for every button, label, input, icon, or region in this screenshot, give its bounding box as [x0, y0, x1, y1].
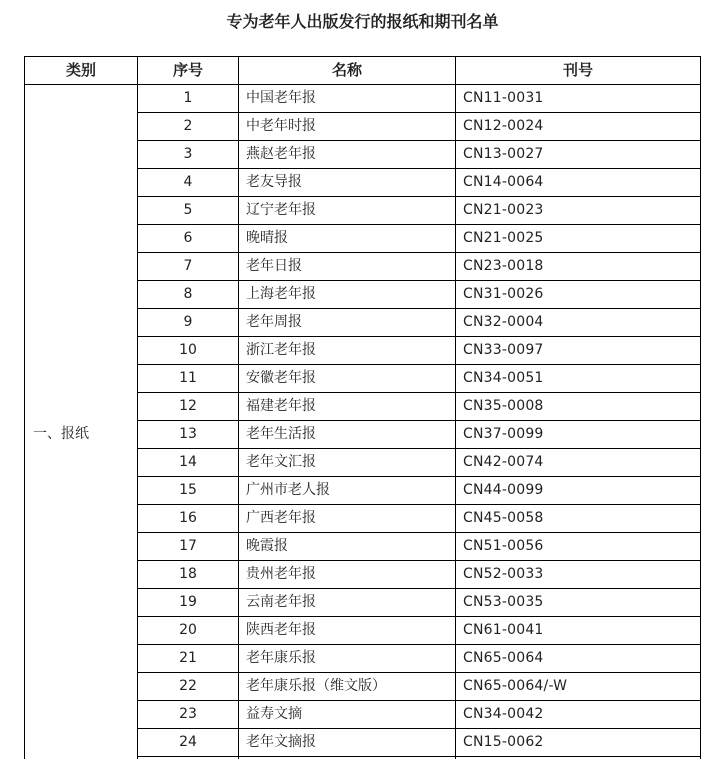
- category-cell: 一、报纸: [25, 85, 138, 759]
- row-number: 20: [138, 617, 239, 645]
- row-number: 2: [138, 113, 239, 141]
- publication-code: CN32-0004: [456, 309, 701, 337]
- publication-code: CN13-0027: [456, 141, 701, 169]
- row-number: 18: [138, 561, 239, 589]
- table-row: [25, 85, 701, 113]
- row-number: 24: [138, 729, 239, 757]
- publication-name: 老年康乐报（维文版）: [239, 673, 456, 701]
- publication-name: 老友导报: [239, 169, 456, 197]
- row-number: 1: [138, 85, 239, 113]
- publication-code: CN52-0033: [456, 561, 701, 589]
- row-number: 9: [138, 309, 239, 337]
- publication-code: CN34-0051: [456, 365, 701, 393]
- row-number: 10: [138, 337, 239, 365]
- row-number: 8: [138, 281, 239, 309]
- row-number: 12: [138, 393, 239, 421]
- row-number: 21: [138, 645, 239, 673]
- publication-name: 燕赵老年报: [239, 141, 456, 169]
- row-number: 6: [138, 225, 239, 253]
- publication-name: 晚晴报: [239, 225, 456, 253]
- publication-code: CN37-0099: [456, 421, 701, 449]
- row-number: 23: [138, 701, 239, 729]
- header-code: 刊号: [456, 57, 701, 85]
- row-number: 19: [138, 589, 239, 617]
- publication-name: 浙江老年报: [239, 337, 456, 365]
- publication-name: 晚霞报: [239, 533, 456, 561]
- publication-code: CN31-0026: [456, 281, 701, 309]
- publication-name: 老年文汇报: [239, 449, 456, 477]
- publication-code: CN12-0024: [456, 113, 701, 141]
- publication-name: 老年生活报: [239, 421, 456, 449]
- publication-code: CN11-0031: [456, 85, 701, 113]
- publication-name: 中老年时报: [239, 113, 456, 141]
- publication-name: 老年文摘报: [239, 729, 456, 757]
- header-category: 类别: [25, 57, 138, 85]
- publication-code: CN15-0062: [456, 729, 701, 757]
- publication-name: 上海老年报: [239, 281, 456, 309]
- row-number: 16: [138, 505, 239, 533]
- publication-code: CN44-0099: [456, 477, 701, 505]
- publication-name: 陕西老年报: [239, 617, 456, 645]
- row-number: 15: [138, 477, 239, 505]
- publication-name: 广西老年报: [239, 505, 456, 533]
- publication-name: 益寿文摘: [239, 701, 456, 729]
- publication-code: CN34-0042: [456, 701, 701, 729]
- header-name: 名称: [239, 57, 456, 85]
- publication-code: CN33-0097: [456, 337, 701, 365]
- publication-code: CN23-0018: [456, 253, 701, 281]
- publication-name: 广州市老人报: [239, 477, 456, 505]
- publication-name: 福建老年报: [239, 393, 456, 421]
- page-title: 专为老年人出版发行的报纸和期刊名单: [226, 12, 499, 31]
- publication-name: 老年日报: [239, 253, 456, 281]
- row-number: 4: [138, 169, 239, 197]
- publication-name: 贵州老年报: [239, 561, 456, 589]
- publication-code: CN45-0058: [456, 505, 701, 533]
- publication-name: 老年周报: [239, 309, 456, 337]
- row-number: 13: [138, 421, 239, 449]
- publication-name: 老年康乐报: [239, 645, 456, 673]
- publication-code: CN65-0064/-W: [456, 673, 701, 701]
- row-number: 5: [138, 197, 239, 225]
- publication-name: 云南老年报: [239, 589, 456, 617]
- publication-code: CN65-0064: [456, 645, 701, 673]
- publication-code: CN53-0035: [456, 589, 701, 617]
- row-number: 3: [138, 141, 239, 169]
- header-index: 序号: [138, 57, 239, 85]
- table-header-row: [25, 57, 701, 85]
- table-body: [25, 85, 701, 759]
- publication-name: 辽宁老年报: [239, 197, 456, 225]
- row-number: 14: [138, 449, 239, 477]
- publication-name: 安徽老年报: [239, 365, 456, 393]
- publication-table: [24, 56, 701, 759]
- publication-code: CN51-0056: [456, 533, 701, 561]
- row-number: 11: [138, 365, 239, 393]
- publication-code: CN21-0023: [456, 197, 701, 225]
- row-number: 22: [138, 673, 239, 701]
- publication-code: CN14-0064: [456, 169, 701, 197]
- publication-code: CN35-0008: [456, 393, 701, 421]
- publication-code: CN42-0074: [456, 449, 701, 477]
- publication-code: CN21-0025: [456, 225, 701, 253]
- row-number: 17: [138, 533, 239, 561]
- publication-code: CN61-0041: [456, 617, 701, 645]
- publication-name: 中国老年报: [239, 85, 456, 113]
- row-number: 7: [138, 253, 239, 281]
